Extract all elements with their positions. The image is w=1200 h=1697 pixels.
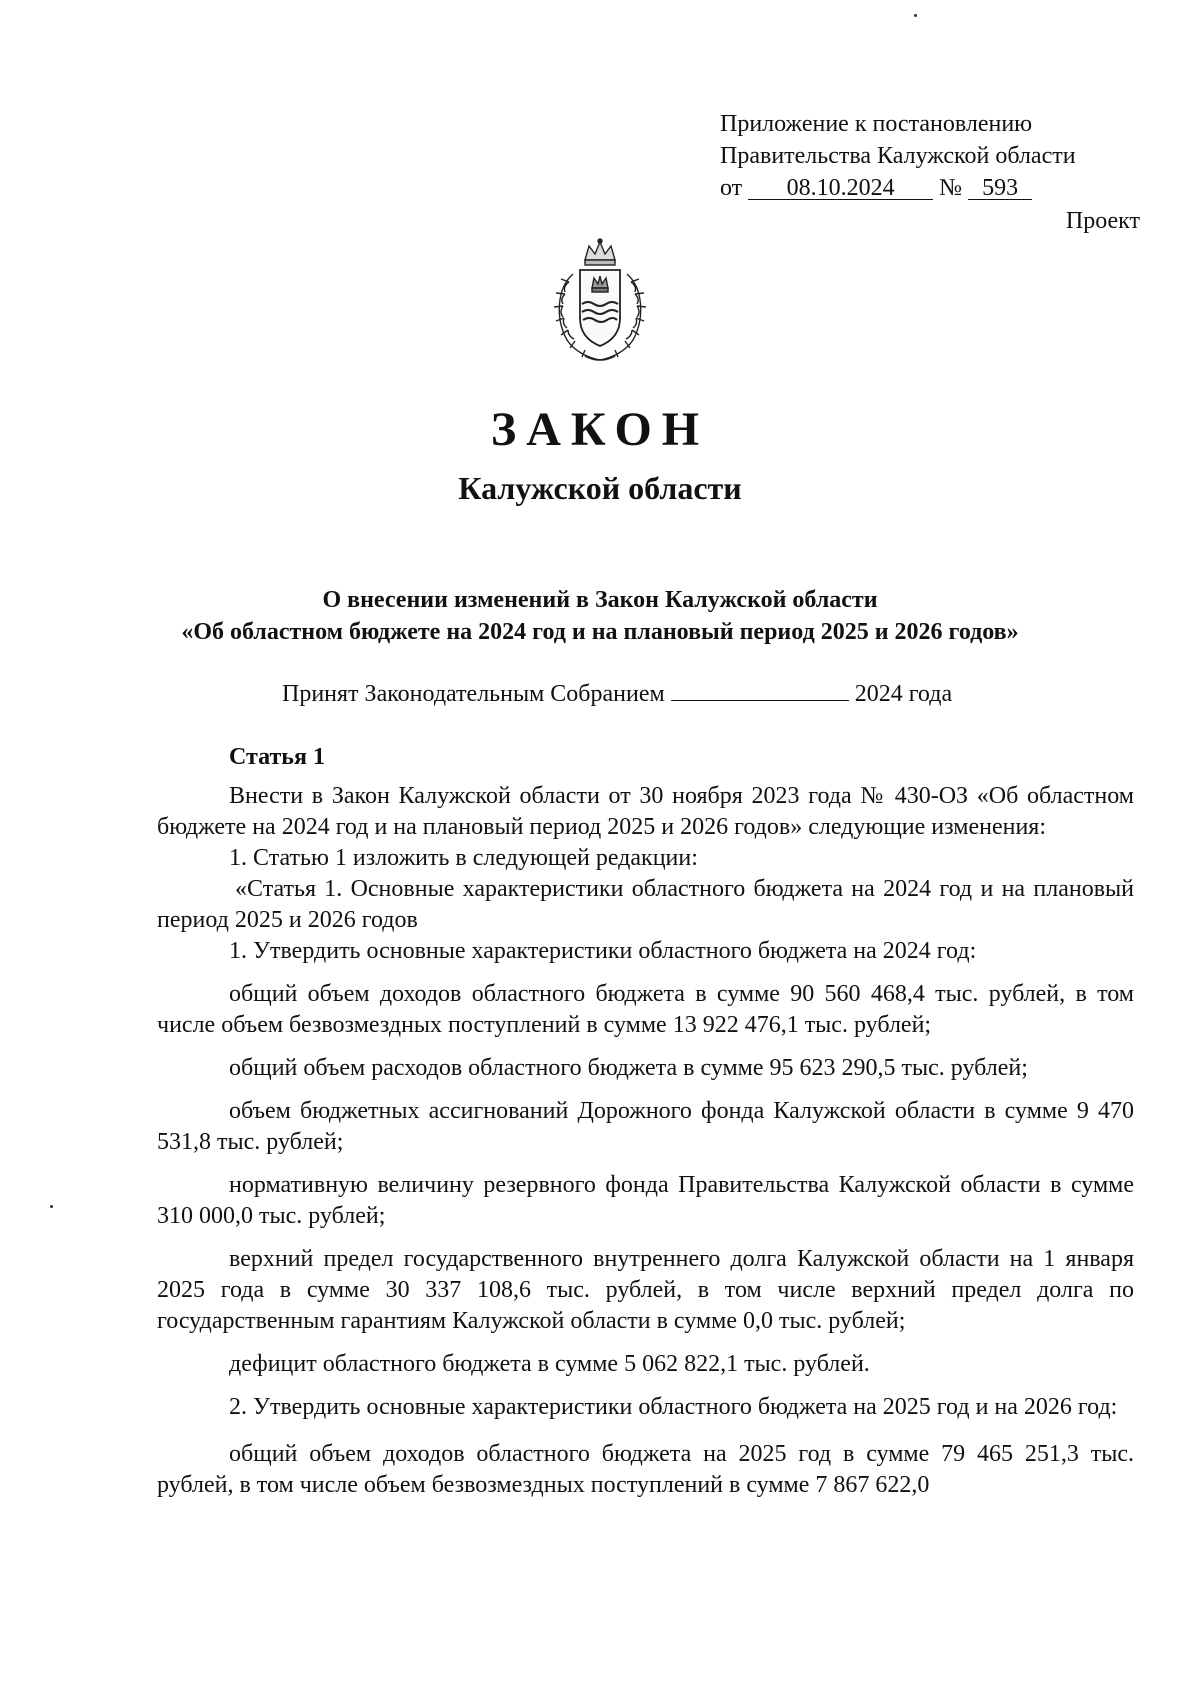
appendix-block [720, 108, 1076, 204]
resolution-number: 593 [968, 177, 1032, 200]
adoption-line [282, 678, 952, 708]
adoption-date-blank [671, 678, 849, 701]
body-paragraph: общий объем доходов областного бюджета на 2025 год в сумме 79 465 251,3 тыс. рублей, в том числе объем безвозмездных поступлений в сумме 7 867 622,0 [157, 1441, 1134, 1498]
document-region: Калужской области [458, 470, 742, 506]
adopted-prefix: Принят Законодательным Собранием [282, 681, 665, 707]
coat-of-arms-icon [545, 238, 655, 368]
body-paragraph: объем бюджетных ассигнований Дорожного фонда Калужской области в сумме 9 470 531,8 тыс. рублей; [157, 1098, 1134, 1155]
document-title: ЗАКОН [490, 403, 710, 456]
subject-line-2: «Об областном бюджете на 2024 год и на плановый период 2025 и 2026 годов» [181, 619, 1019, 645]
body-paragraph: общий объем расходов областного бюджета в сумме 95 623 290,5 тыс. рублей; [229, 1055, 1028, 1081]
scan-speck [50, 1205, 53, 1208]
adopted-suffix: 2024 года [854, 681, 953, 707]
subject-line-1: О внесении изменений в Закон Калужской области [322, 587, 878, 613]
body-paragraph: дефицит областного бюджета в сумме 5 062 822,1 тыс. рублей. [229, 1351, 870, 1377]
appendix-line-1: Приложение к постановлению [720, 111, 1033, 137]
law-body [157, 742, 1134, 1501]
appendix-line-2: Правительства Калужской области [720, 143, 1076, 169]
body-paragraph: общий объем доходов областного бюджета в сумме 90 560 468,4 тыс. рублей, в том числе объем безвозмездных поступлений в сумме 13 922 476,1 тыс. рублей; [157, 981, 1134, 1038]
draft-label: Проект [1065, 208, 1140, 234]
body-paragraph: 1. Утвердить основные характеристики областного бюджета на 2024 год: [229, 938, 977, 964]
resolution-date: 08.10.2024 [748, 177, 933, 200]
body-paragraph: 2. Утвердить основные характеристики областного бюджета на 2025 год и на 2026 год: [229, 1394, 1118, 1420]
article-heading: Статья 1 [229, 744, 325, 770]
body-paragraph: Внести в Закон Калужской области от 30 ноября 2023 года № 430-ОЗ «Об областном бюджете на 2024 год и на плановый период 2025 и 2026 годов» следующие изменения: [157, 783, 1134, 840]
scan-speck [914, 14, 917, 17]
body-paragraph: нормативную величину резервного фонда Правительства Калужской области в сумме 310 000,0 тыс. рублей; [157, 1172, 1134, 1229]
body-paragraph: «Статья 1. Основные характеристики областного бюджета на 2024 год и на плановый период 2025 и 2026 годов [157, 876, 1134, 933]
date-prefix: от [720, 175, 743, 201]
body-paragraph: 1. Статью 1 изложить в следующей редакции: [229, 845, 698, 871]
law-subject [0, 584, 1200, 648]
body-paragraph: верхний предел государственного внутреннего долга Калужской области на 1 января 2025 года в сумме 30 337 108,6 тыс. рублей, в том числе верхний предел долга по государственным гарантиям Калужской области в сумме 0,0 тыс. рублей; [157, 1246, 1134, 1334]
appendix-date-line [720, 172, 1076, 204]
number-prefix: № [939, 175, 963, 201]
